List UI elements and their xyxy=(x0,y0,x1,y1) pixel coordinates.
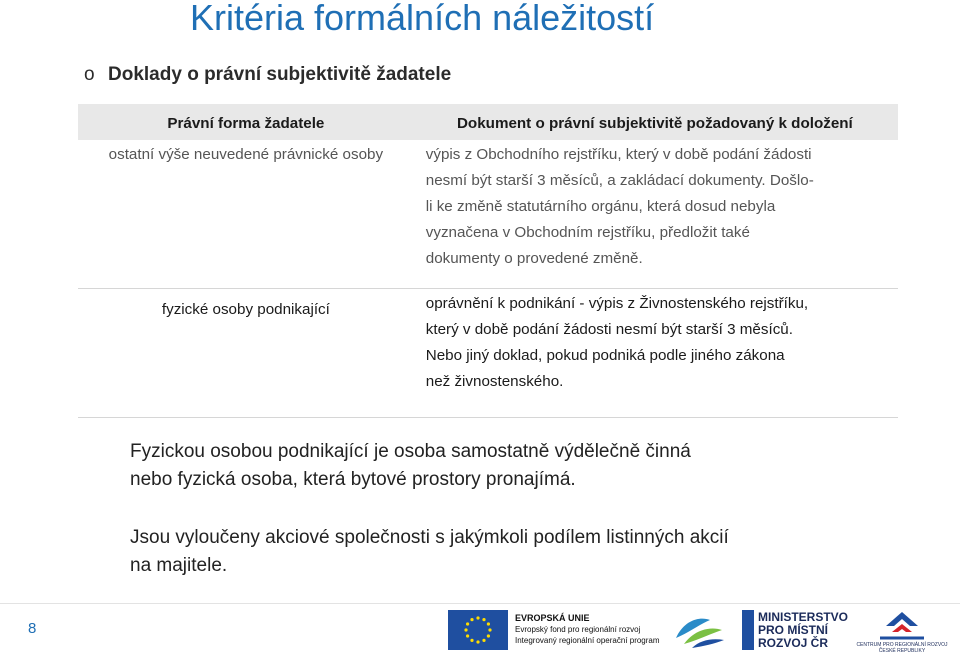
paragraph-line: nebo fyzická osoba, která bytové prostory pronajímá. xyxy=(130,469,576,490)
eu-caption-line: Evropský fond pro regionální rozvoj xyxy=(515,625,641,634)
eu-flag-logo xyxy=(448,610,508,650)
column-header-document: Dokument o právní subjektivitě požadovaný k doložení xyxy=(414,104,898,140)
eu-caption xyxy=(515,613,665,646)
eu-caption-line: EVROPSKÁ UNIE xyxy=(515,613,590,623)
document-line: oprávnění k podnikání - výpis z Živnostenského rejstříku, xyxy=(425,295,809,312)
table-row xyxy=(78,289,898,418)
legal-form-cell: ostatní výše neuvedené právnické osoby xyxy=(78,140,414,289)
ministry-line: ROZVOJ ČR xyxy=(758,636,829,650)
document-line: li ke změně statutárního orgánu, která dosud nebyla xyxy=(425,198,776,215)
section-heading-text: Doklady o právní subjektivitě žadatele xyxy=(108,64,452,85)
ministry-line: PRO MÍSTNÍ xyxy=(758,623,829,637)
table-row xyxy=(78,140,898,289)
document-line: který v době podání žádosti nesmí být starší 3 měsíců. xyxy=(425,321,793,338)
document-line: dokumenty o provedené změně. xyxy=(425,250,643,267)
paragraph-line: Jsou vyloučeny akciové společnosti s jakýmkoli podílem listinných akcií xyxy=(130,527,729,548)
footer-divider xyxy=(0,603,960,604)
ministry-logo-text xyxy=(758,611,848,650)
ministry-line: MINISTERSTVO xyxy=(758,610,849,624)
document-cell xyxy=(414,140,898,289)
legal-form-cell: fyzické osoby podnikající xyxy=(78,289,414,418)
document-line: než živnostenského. xyxy=(425,373,564,390)
ministry-logo-bar xyxy=(742,610,754,650)
paragraph-line: Fyzickou osobou podnikající je osoba samostatně výdělečně činná xyxy=(130,441,691,462)
paragraph-line: na majitele. xyxy=(130,555,228,576)
definition-paragraph xyxy=(130,438,830,494)
page-number: 8 xyxy=(28,620,37,637)
requirements-table xyxy=(78,104,898,418)
crr-caption-line: CENTRUM PRO REGIONÁLNÍ ROZVOJ xyxy=(856,642,948,648)
document-line: nesmí být starší 3 měsíců, a zakládací dokumenty. Došlo- xyxy=(425,172,814,189)
bullet-mark: o xyxy=(84,64,95,85)
document-cell xyxy=(414,289,898,418)
crr-caption-line: ČESKÉ REPUBLIKY xyxy=(878,648,926,654)
crr-caption xyxy=(852,642,952,654)
column-header-form: Právní forma žadatele xyxy=(78,104,414,140)
document-line: Nebo jiný doklad, pokud podniká podle jiného zákona xyxy=(425,347,785,364)
document-line: výpis z Obchodního rejstříku, který v době podání žádosti xyxy=(425,146,812,163)
table-header-row xyxy=(78,104,898,140)
eu-caption-line: Integrovaný regionální operační program xyxy=(515,636,660,645)
exclusion-paragraph xyxy=(130,524,830,580)
document-line: vyznačena v Obchodním rejstříku, předložit také xyxy=(425,224,750,241)
section-heading xyxy=(84,64,451,86)
irop-leaves-logo xyxy=(670,610,730,650)
page-title: Kritéria formálních náležitostí xyxy=(190,0,655,38)
